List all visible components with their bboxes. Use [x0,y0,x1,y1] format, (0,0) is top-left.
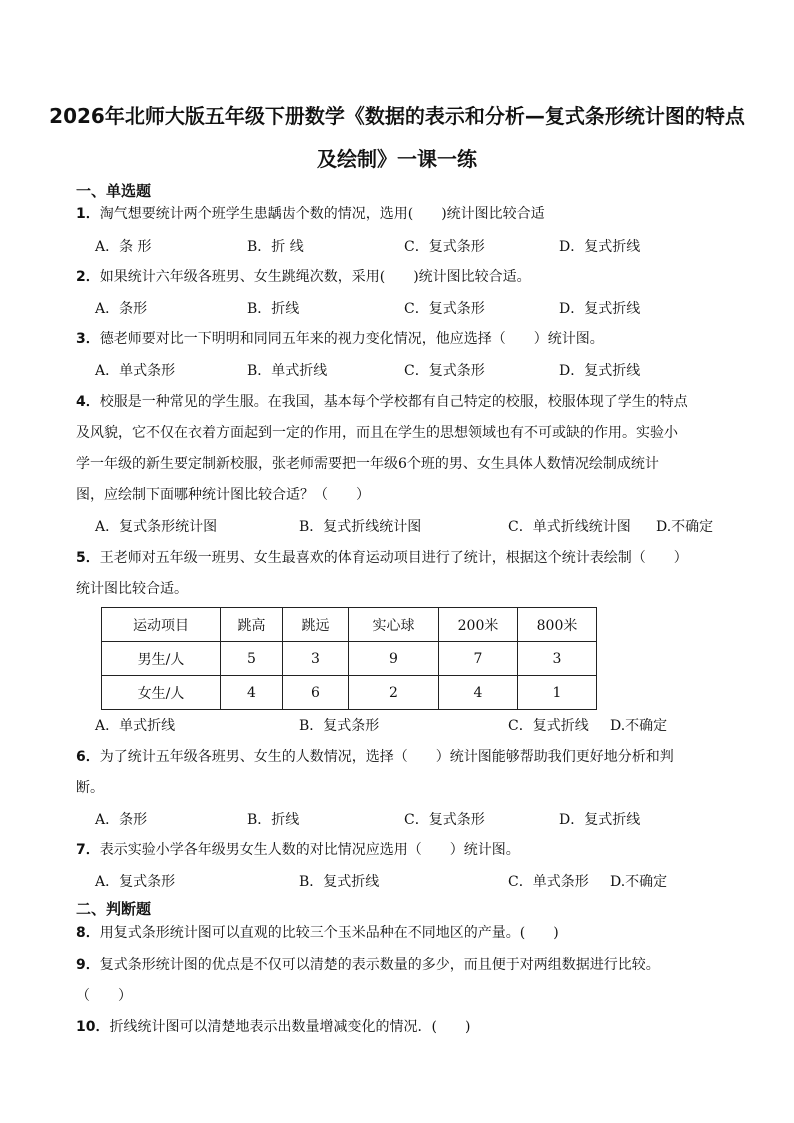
question-number: 7． [76,842,100,858]
option-d[interactable]: D．复式折线 [559,812,641,828]
option-b[interactable]: B．复式条形 [299,718,380,734]
question-text: 德老师要对比一下明明和同同五年来的视力变化情况，他应选择（ ）统计图。 [99,331,604,347]
option-d[interactable]: D.不确定 [610,874,668,890]
table-header-row [102,608,597,642]
option-d[interactable]: D．复式折线 [559,239,641,255]
question-1-options [95,235,735,259]
question-6 [76,742,726,804]
option-a[interactable]: A．条形 [95,812,148,828]
table-header-cell: 跳远 [283,608,349,642]
question-text-line-2: 统计图比较合适。 [76,581,188,597]
question-8 [76,918,726,949]
page-title-line-2: 及绘制》一课一练 [317,147,477,171]
option-a[interactable]: A．条形 [95,301,148,317]
table-cell: 女生/人 [102,676,221,710]
question-5-options [95,714,735,738]
table-cell: 4 [439,676,518,710]
option-c[interactable]: C．复式条形 [404,301,485,317]
option-b[interactable]: B．复式折线 [299,874,380,890]
question-text: 如果统计六年级各班男、女生跳绳次数，采用( )统计图比较合适。 [99,269,531,285]
option-c[interactable]: C．复式条形 [404,363,485,379]
table-cell: 3 [283,642,349,676]
table-cell: 9 [349,642,439,676]
option-d[interactable]: D.不确定 [656,519,714,535]
table-cell: 2 [349,676,439,710]
table-header-cell: 200米 [439,608,518,642]
option-b[interactable]: B．折线 [247,301,300,317]
question-5 [76,543,726,605]
table-cell: 4 [221,676,283,710]
table-cell: 7 [439,642,518,676]
question-number: 10． [76,1019,110,1035]
question-9 [76,950,726,1012]
sports-stats-table [101,607,597,710]
option-c[interactable]: C．复式条形 [404,239,485,255]
question-1 [76,199,726,230]
option-c[interactable]: C．复式条形 [404,812,485,828]
question-text-line-2: （ ） [76,988,132,1004]
question-number: 2． [76,269,100,285]
question-number: 4． [76,394,100,410]
question-text-line-1: 校服是一种常见的学生服。在我国，基本每个学校都有自己特定的校服，校服体现了学生的特点 [99,394,688,410]
question-6-options [95,808,735,832]
question-2-options [95,297,735,321]
table-header-cell: 运动项目 [102,608,221,642]
question-text: 折线统计图可以清楚地表示出数量增减变化的情况．( ) [109,1019,471,1035]
option-a[interactable]: A．复式条形 [95,874,176,890]
question-number: 1． [76,206,100,222]
table-cell: 男生/人 [102,642,221,676]
question-text: 表示实验小学各年级男女生人数的对比情况应选用（ ）统计图。 [99,842,520,858]
question-text-line-1: 王老师对五年级一班男、女生最喜欢的体育运动项目进行了统计，根据这个统计表绘制（ ） [99,550,688,566]
question-number: 6． [76,749,100,765]
option-a[interactable]: A．复式条形统计图 [95,519,218,535]
table-cell: 1 [518,676,597,710]
question-number: 3． [76,331,100,347]
section-heading-single-choice: 一、单选题 [76,182,152,200]
question-text-line-2: 及风貌，它不仅在衣着方面起到一定的作用，而且在学生的思想领域也有不可或缺的作用。实验小 [76,425,678,441]
table-header-cell: 800米 [518,608,597,642]
question-10 [76,1012,726,1043]
question-number: 5． [76,550,100,566]
question-3 [76,324,726,355]
table-row [102,676,597,710]
table-row [102,642,597,676]
table-cell: 6 [283,676,349,710]
question-number: 8． [76,925,100,941]
option-d[interactable]: D.不确定 [610,718,668,734]
table-header-cell: 跳高 [221,608,283,642]
option-d[interactable]: D．复式折线 [559,301,641,317]
option-d[interactable]: D．复式折线 [559,363,641,379]
question-4 [76,387,726,511]
question-7 [76,835,726,866]
option-c[interactable]: C．复式折线 [508,718,589,734]
option-b[interactable]: B．折 线 [247,239,304,255]
question-3-options [95,359,735,383]
option-c[interactable]: C．单式折线统计图 [508,519,631,535]
question-text-line-3: 学一年级的新生要定制新校服，张老师需要把一年级6个班的男、女生具体人数情况绘制成统计 [76,456,659,472]
question-text: 用复式条形统计图可以直观的比较三个玉米品种在不同地区的产量。( ) [99,925,559,941]
question-text-line-4: 图，应绘制下面哪种统计图比较合适？（ ） [76,487,370,503]
question-number: 9． [76,957,100,973]
question-text-line-2: 断。 [76,780,104,796]
option-a[interactable]: A．单式折线 [95,718,176,734]
page-title-line-1: 2026年北师大版五年级下册数学《数据的表示和分析—复式条形统计图的特点 [49,104,745,128]
option-a[interactable]: A．条 形 [95,239,152,255]
section-heading-true-false: 二、判断题 [76,900,152,918]
table-cell: 3 [518,642,597,676]
question-text-line-1: 复式条形统计图的优点是不仅可以清楚的表示数量的多少，而且便于对两组数据进行比较。 [99,957,660,973]
table-header-cell: 实心球 [349,608,439,642]
question-2 [76,262,726,293]
question-4-options [95,515,735,539]
option-b[interactable]: B．复式折线统计图 [299,519,422,535]
table-cell: 5 [221,642,283,676]
option-b[interactable]: B．折线 [247,812,300,828]
question-7-options [95,870,735,894]
option-b[interactable]: B．单式折线 [247,363,328,379]
option-c[interactable]: C．单式条形 [508,874,589,890]
option-a[interactable]: A．单式条形 [95,363,176,379]
question-text: 淘气想要统计两个班学生患龋齿个数的情况，选用( )统计图比较合适 [99,206,545,222]
question-text-line-1: 为了统计五年级各班男、女生的人数情况，选择（ ）统计图能够帮助我们更好地分析和判 [99,749,674,765]
